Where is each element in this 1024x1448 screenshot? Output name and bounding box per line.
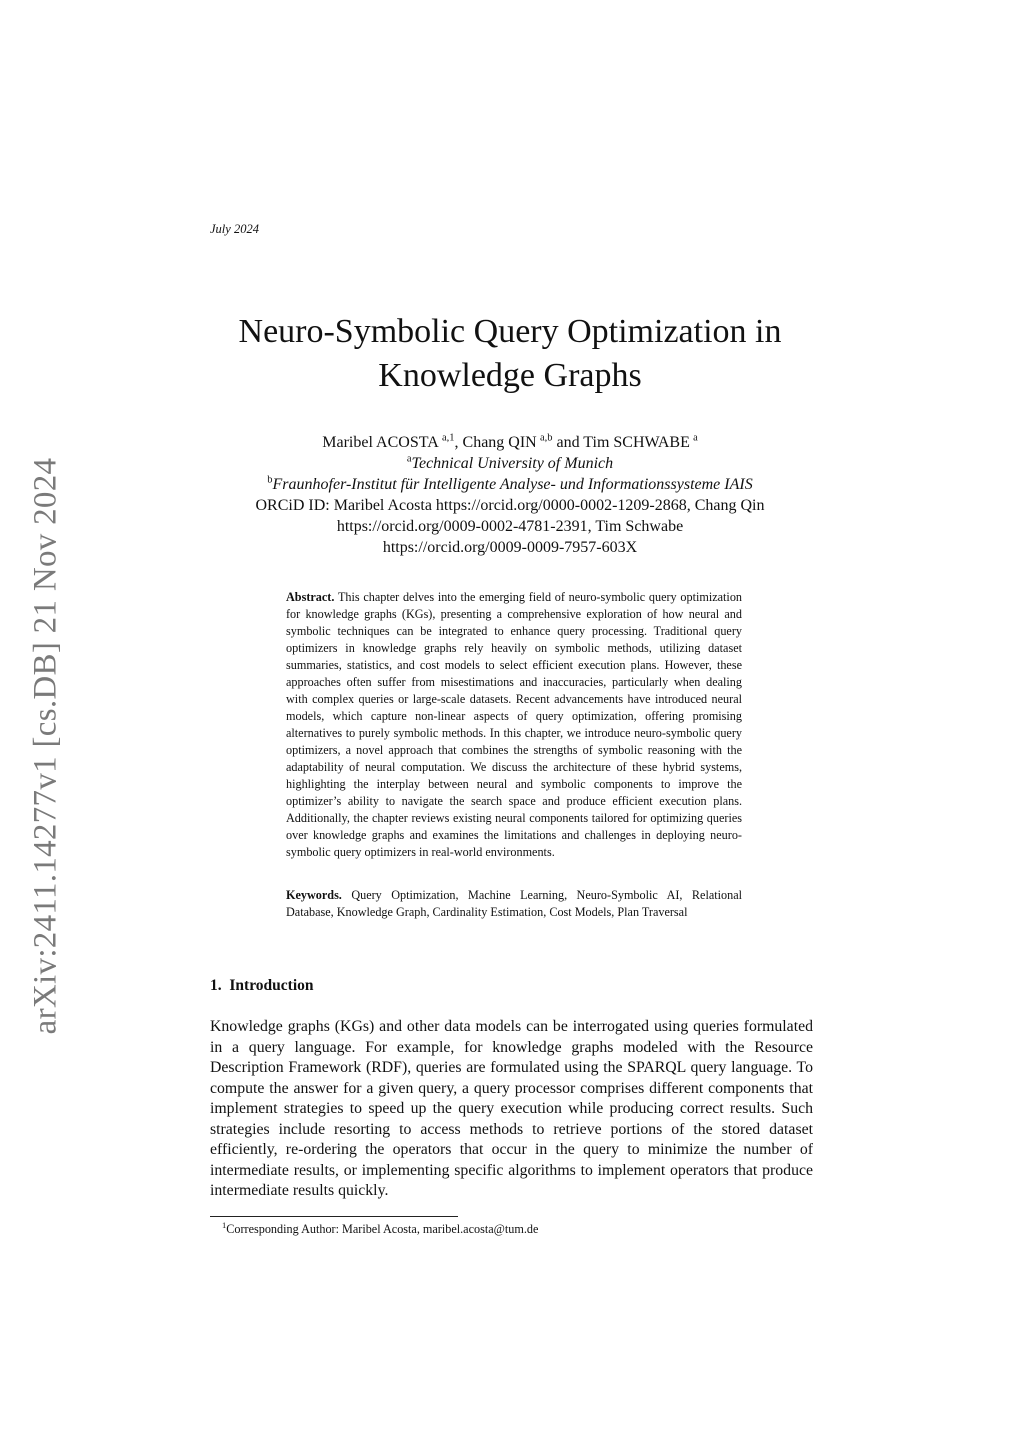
title-line-1: Neuro-Symbolic Query Optimization in — [238, 313, 782, 350]
intro-paragraph: Knowledge graphs (KGs) and other data models can be interrogated using queries formulated in a query language. For example, for knowledge graphs modeled with the Resource Description Framework (RDF), queries are formulated using the SPARQL query language. To compute the answer for a given query, a query processor comprises different components that implement strategies to speed up the query execution while producing correct results. Such strategies include resorting to access methods to retrieve portions of the stored dataset efficiently, re-ordering the operators that occur in the query to minimize the number of intermediate results, or implementing specific algorithms to implement operators that produce intermediate results quickly. — [210, 1018, 813, 1199]
footnote-divider — [210, 1216, 458, 1217]
affiliation-line — [200, 453, 820, 474]
abstract — [286, 589, 742, 861]
section-heading — [210, 977, 314, 995]
keywords — [286, 887, 742, 921]
arxiv-identifier: arXiv:2411.14277v1 [cs.DB] 21 Nov 2024 — [27, 457, 64, 1035]
keywords-label: Keywords. — [286, 888, 342, 902]
author-separator: , — [454, 434, 463, 451]
affiliation-marker: b — [267, 474, 273, 486]
footnote-text: Corresponding Author: Maribel Acosta, maribel.acosta@tum.de — [226, 1222, 539, 1236]
affiliation-line — [200, 474, 820, 495]
author-name: Tim SCHWABE — [583, 434, 690, 451]
affiliation-marker: a — [406, 453, 412, 465]
author-superscript: a,b — [539, 432, 553, 444]
abstract-label: Abstract. — [286, 590, 335, 604]
paper-title — [200, 310, 820, 398]
section-number: 1. — [210, 977, 222, 994]
author-separator: and — [552, 434, 584, 451]
footnote — [222, 1221, 538, 1237]
author-name: Chang QIN — [462, 434, 537, 451]
header-date: July 2024 — [210, 222, 259, 236]
title-line-2: Knowledge Graphs — [378, 357, 642, 394]
orcid-line: https://orcid.org/0009-0002-4781-2391, Tim Schwabe — [336, 518, 684, 535]
abstract-text: This chapter delves into the emerging field of neuro-symbolic query optimization for knowledge graphs (KGs), presenting a comprehensive exploration of how neural and symbolic techniques can be integrated to enhance query processing. Traditional query optimizers in knowledge graphs rely heavily on symbolic methods, utilizing dataset summaries, statistics, and cost models to select efficient execution plans. However, these approaches often suffer from misestimations and inaccuracies, particularly when dealing with complex queries or large-scale datasets. Recent advancements have introduced neural models, which capture non-linear aspects of query optimization, offering promising alternatives to purely symbolic methods. In this chapter, we introduce neuro-symbolic query optimizers, a novel approach that combines the strengths of symbolic reasoning with the adaptability of neural computation. We discuss the architecture of these hybrid systems, highlighting the interplay between neural and symbolic components to improve the optimizer’s ability to navigate the search space and produce efficient execution plans. Additionally, the chapter reviews existing neural components tailored for optimizing queries over knowledge graphs and examines the limitations and challenges in deploying neuro-symbolic query optimizers in real-world environments. — [286, 590, 743, 859]
orcid-line: https://orcid.org/0009-0009-7957-603X — [382, 539, 638, 556]
keywords-text: Query Optimization, Machine Learning, Neuro-Symbolic AI, Relational Database, Knowledge Graph, Cardinality Estimation, Cost Models, Plan Traversal — [286, 888, 742, 919]
orcid-line: ORCiD ID: Maribel Acosta https://orcid.org/0000-0002-1209-2868, Chang Qin — [255, 497, 765, 514]
section-title: Introduction — [229, 977, 314, 994]
affiliation-name: Technical University of Munich — [411, 455, 614, 472]
author-superscript: a,1 — [441, 432, 455, 444]
author-list — [200, 432, 820, 453]
author-superscript: a — [693, 432, 698, 444]
author-block — [200, 432, 820, 558]
affiliation-name: Fraunhofer-Institut für Intelligente Analyse- und Informationssysteme IAIS — [272, 476, 753, 493]
author-name: Maribel ACOSTA — [322, 434, 439, 451]
footnote-marker: 1 — [222, 1219, 227, 1230]
